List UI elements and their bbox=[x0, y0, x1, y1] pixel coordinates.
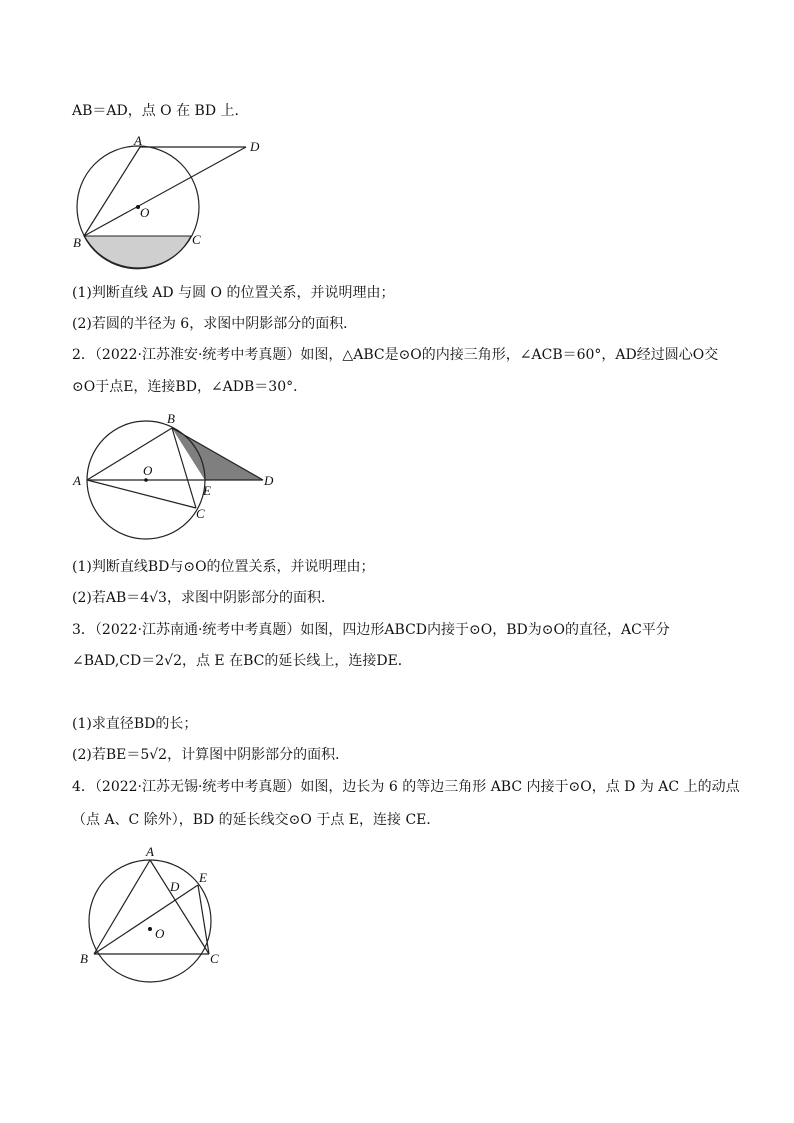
fig3-label-B: B bbox=[80, 951, 88, 966]
text-line-2: (1)判断直线 AD 与圆 O 的位置关系，并说明理由； bbox=[72, 285, 395, 301]
fig1-label-O: O bbox=[140, 205, 150, 220]
text-line-11: (2)若BE＝5√2，计算图中阴影部分的面积． bbox=[72, 747, 350, 763]
fig3-label-E: E bbox=[199, 870, 207, 885]
text-line-9: ∠BAD,CD＝2√2，点 E 在BC的延长线上，连接DE． bbox=[72, 653, 412, 669]
text-line-7: (2)若AB＝4√3，求图中阴影部分的面积． bbox=[72, 590, 335, 606]
text-line-5: ⊙O于点E，连接BD，∠ADB＝30°． bbox=[72, 379, 308, 395]
fig3-label-C: C bbox=[210, 951, 219, 966]
fig2-label-D: D bbox=[264, 473, 274, 488]
fig3-label-A: A bbox=[146, 844, 154, 859]
text-line-8: 3．（2022·江苏南通·统考中考真题）如图，四边形ABCD内接于⊙O，BD为⊙O的直径，AC平分 bbox=[72, 622, 670, 638]
text-line-12: 4．（2022·江苏无锡·统考中考真题）如图，边长为 6 的等边三角形 ABC 内接于⊙O，点 D 为 AC 上的动点 bbox=[72, 779, 740, 795]
text-line-3: (2)若圆的半径为 6，求图中阴影部分的面积． bbox=[72, 316, 358, 332]
fig1-label-A: A bbox=[134, 133, 142, 148]
fig2-label-E: E bbox=[203, 483, 211, 498]
fig1-label-B: B bbox=[73, 235, 81, 250]
text-line-10: (1)求直径BD的长； bbox=[72, 716, 198, 732]
fig3-label-D: D bbox=[170, 879, 180, 894]
text-line-6: (1)判断直线BD与⊙O的位置关系，并说明理由； bbox=[72, 559, 375, 575]
text-line-1: AB＝AD，点 O 在 BD 上． bbox=[72, 103, 249, 119]
text-line-4: 2．（2022·江苏淮安·统考中考真题）如图，△ABC是⊙O的内接三角形，∠ACB＝60°，AD经过圆心O交 bbox=[72, 347, 719, 363]
text-line-13: （点 A、C 除外），BD 的延长线交⊙O 于点 E，连接 CE． bbox=[72, 812, 441, 828]
fig1-label-D: D bbox=[250, 139, 260, 154]
fig2-label-B: B bbox=[167, 411, 175, 426]
fig1-label-C: C bbox=[192, 232, 201, 247]
fig2-label-O: O bbox=[143, 463, 153, 478]
fig3-label-O: O bbox=[155, 926, 165, 941]
fig2-label-A: A bbox=[73, 473, 81, 488]
fig2-label-C: C bbox=[196, 506, 205, 521]
